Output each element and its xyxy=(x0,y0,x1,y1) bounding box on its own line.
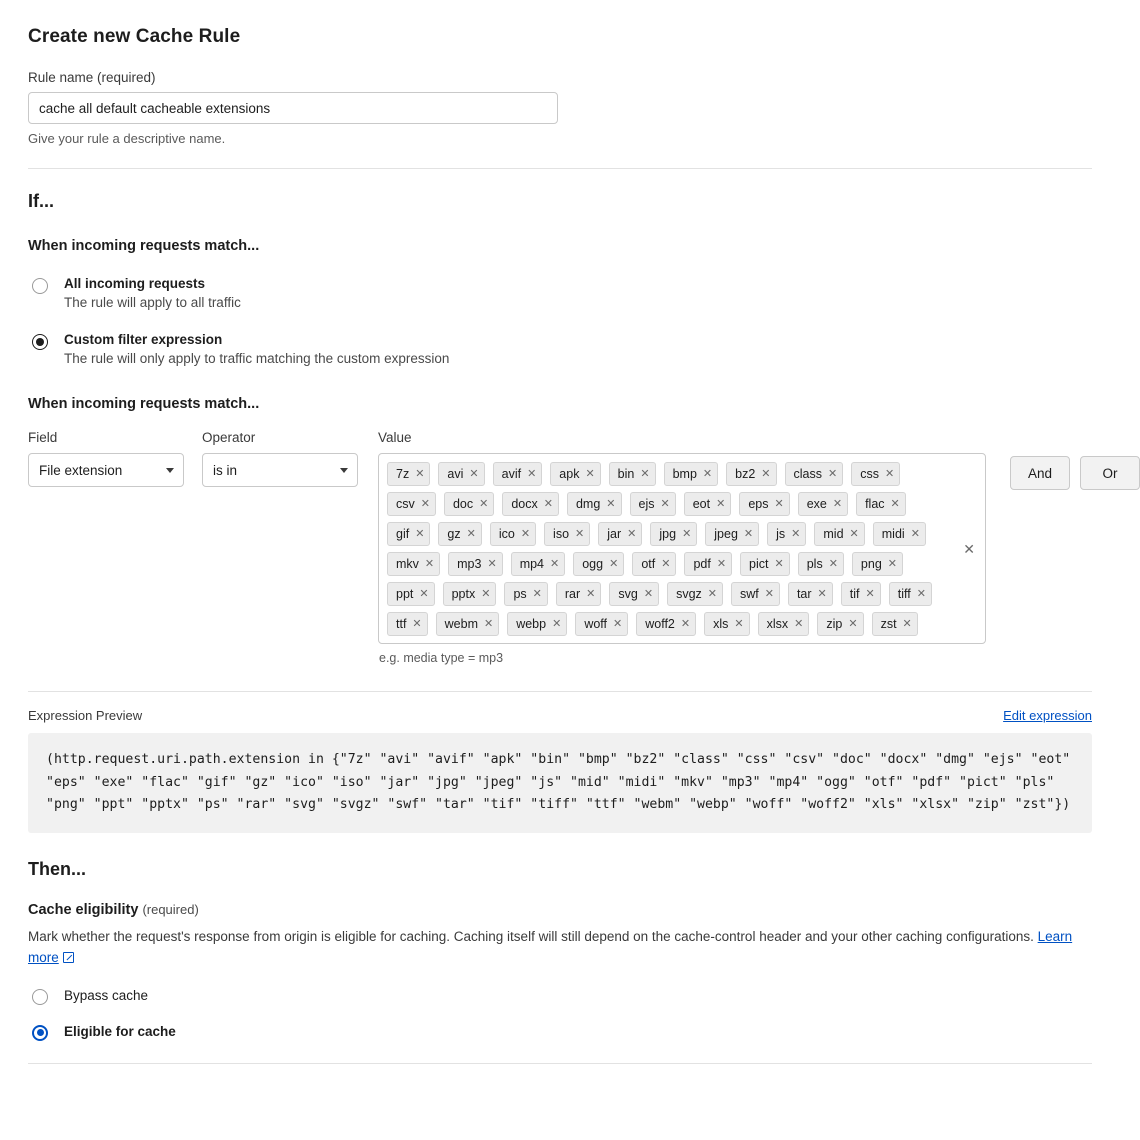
value-chip-label: webm xyxy=(444,617,478,631)
field-select[interactable] xyxy=(28,453,184,487)
value-chip[interactable] xyxy=(684,492,732,516)
value-chip[interactable] xyxy=(598,522,642,546)
value-chip-label: otf xyxy=(641,557,656,571)
value-chip[interactable] xyxy=(493,462,543,486)
radio-custom-filter-desc: The rule will only apply to traffic matching the custom expression xyxy=(64,351,450,366)
value-chip-label: zip xyxy=(826,617,843,631)
chevron-down-icon xyxy=(166,468,174,473)
remove-chip-icon[interactable]: ✕ xyxy=(466,527,476,540)
value-chip-label: eot xyxy=(692,497,711,511)
if-heading: If... xyxy=(28,191,54,211)
remove-chip-icon[interactable]: ✕ xyxy=(680,617,691,630)
value-chip-label: avi xyxy=(447,467,464,481)
remove-chip-icon[interactable]: ✕ xyxy=(774,557,784,570)
value-chip[interactable] xyxy=(490,522,536,546)
radio-all-requests-desc: The rule will apply to all traffic xyxy=(64,295,241,310)
cache-eligibility-description-text: Mark whether the request's response from origin is eligible for caching. Caching itself will still depend on the cache-control header and your other caching configurations. xyxy=(28,929,1038,945)
value-chip-label: bin xyxy=(617,467,635,481)
remove-chip-icon[interactable]: ✕ xyxy=(552,617,562,630)
chip-list xyxy=(387,462,977,636)
remove-chip-icon[interactable]: ✕ xyxy=(682,527,692,540)
rule-name-input[interactable] xyxy=(28,92,558,124)
remove-chip-icon[interactable]: ✕ xyxy=(848,617,858,630)
value-chip[interactable] xyxy=(609,462,656,486)
remove-chip-icon[interactable]: ✕ xyxy=(586,587,596,600)
value-chip-label: eps xyxy=(748,497,769,511)
value-chip[interactable] xyxy=(556,582,602,606)
value-chip-label: jpg xyxy=(659,527,677,541)
remove-chip-icon[interactable]: ✕ xyxy=(887,557,897,570)
value-chip-label: mp4 xyxy=(519,557,545,571)
value-chip-label: csv xyxy=(396,497,415,511)
remove-chip-icon[interactable]: ✕ xyxy=(609,557,619,570)
remove-chip-icon[interactable]: ✕ xyxy=(415,527,425,540)
value-chip-label: flac xyxy=(865,497,885,511)
value-chip[interactable] xyxy=(852,552,903,576)
value-hint: e.g. media type = mp3 xyxy=(379,651,504,665)
remove-chip-icon[interactable]: ✕ xyxy=(817,587,827,600)
operator-select-value: is in xyxy=(213,462,238,478)
value-chip-label: tiff xyxy=(897,587,911,601)
radio-bypass-cache[interactable] xyxy=(28,987,1092,1005)
value-chip-label: pptx xyxy=(451,587,476,601)
radio-eligible-for-cache-label: Eligible for cache xyxy=(64,1024,176,1040)
remove-chip-icon[interactable]: ✕ xyxy=(716,557,727,570)
value-chip-label: css xyxy=(860,467,879,481)
value-chip[interactable] xyxy=(511,552,566,576)
value-chip-label: ps xyxy=(513,587,527,601)
value-chip-label: xlsx xyxy=(766,617,789,631)
radio-custom-filter-expression[interactable] xyxy=(28,332,1092,366)
value-chip-label: ico xyxy=(498,527,515,541)
value-chip-label: jar xyxy=(607,527,622,541)
value-chip-label: swf xyxy=(739,587,759,601)
value-chip-label: bz2 xyxy=(735,467,756,481)
value-chip-label: class xyxy=(793,467,822,481)
external-link-icon xyxy=(63,952,74,963)
value-chip[interactable] xyxy=(726,462,776,486)
value-chip[interactable] xyxy=(740,552,790,576)
remove-chip-icon[interactable]: ✕ xyxy=(575,527,585,540)
remove-chip-icon[interactable]: ✕ xyxy=(585,467,595,480)
value-chip-label: webp xyxy=(516,617,547,631)
value-chip[interactable] xyxy=(502,492,559,516)
remove-chip-icon[interactable]: ✕ xyxy=(527,467,537,480)
remove-chip-icon[interactable]: ✕ xyxy=(734,617,744,630)
remove-chip-icon[interactable]: ✕ xyxy=(827,467,838,480)
then-heading: Then... xyxy=(28,859,86,880)
value-chip-label: zst xyxy=(880,617,897,631)
value-chip-label: exe xyxy=(806,497,827,511)
value-chip[interactable] xyxy=(444,492,494,516)
remove-chip-icon[interactable]: ✕ xyxy=(550,557,560,570)
rule-name-help: Give your rule a descriptive name. xyxy=(28,131,226,146)
value-chip[interactable] xyxy=(798,492,848,516)
value-chip[interactable] xyxy=(731,582,780,606)
divider xyxy=(28,168,1092,169)
divider-3 xyxy=(28,1063,1092,1064)
edit-expression-link[interactable]: Edit expression xyxy=(1003,708,1092,723)
remove-chip-icon[interactable]: ✕ xyxy=(702,467,713,480)
cache-eligibility-description xyxy=(28,927,1092,969)
remove-chip-icon[interactable]: ✕ xyxy=(479,497,489,510)
value-chip[interactable] xyxy=(544,522,590,546)
value-chip[interactable] xyxy=(387,612,428,636)
value-chip-label: doc xyxy=(452,497,474,511)
value-chip-label: tif xyxy=(849,587,860,601)
expression-preview-text: (http.request.uri.path.extension in {"7z" "avi" "avif" "apk" "bin" "bmp" "bz2" "class" "css" "csv" "doc" "docx" "dmg" "ejs" "eot" "eps" "exe" "flac" "gif" "gz" "ico" "iso" "jar" "jpg" "jpeg" "js" "mid" "midi" "mkv" "mp3" "mp4" "ogg" "otf" "pdf" "pict" "pls" "png" "ppt" "pptx" "ps" "rar" "svg" "svgz" "swf" "tar" "tif" "tiff" "ttf" "webm" "webp" "woff" "woff2" "xls" "xlsx" "zip" "zst"}) xyxy=(28,733,1092,833)
value-chip-label: avif xyxy=(501,467,522,481)
value-chip[interactable] xyxy=(739,492,789,516)
value-chip-label: jpeg xyxy=(714,527,738,541)
expression-preview-label: Expression Preview xyxy=(28,708,143,723)
radio-all-requests-label: All incoming requests xyxy=(64,276,206,291)
and-button[interactable]: And xyxy=(1010,456,1070,490)
remove-chip-icon[interactable]: ✕ xyxy=(884,467,895,480)
value-chip[interactable] xyxy=(814,522,864,546)
value-chip-label: svg xyxy=(618,587,638,601)
field-column xyxy=(28,430,184,487)
value-chip-label: 7z xyxy=(396,467,410,481)
remove-chip-icon[interactable]: ✕ xyxy=(643,587,654,600)
value-chip-label: pdf xyxy=(693,557,711,571)
remove-chip-icon[interactable]: ✕ xyxy=(640,467,650,480)
value-chip[interactable] xyxy=(630,492,676,516)
value-chip-label: bmp xyxy=(672,467,697,481)
value-chip-label: gif xyxy=(396,527,410,541)
remove-chip-icon[interactable]: ✕ xyxy=(660,497,670,510)
value-chip-label: svgz xyxy=(676,587,702,601)
page-title: Create new Cache Rule xyxy=(28,26,241,47)
chevron-down-icon xyxy=(340,468,348,473)
remove-chip-icon[interactable]: ✕ xyxy=(419,587,429,600)
value-chip-label: png xyxy=(860,557,882,571)
value-chip[interactable] xyxy=(550,462,600,486)
value-chip[interactable] xyxy=(758,612,810,636)
field-label: Field xyxy=(28,430,58,445)
remove-chip-icon[interactable]: ✕ xyxy=(791,527,801,540)
radio-custom-filter-label: Custom filter expression xyxy=(64,332,223,347)
value-chip[interactable] xyxy=(684,552,732,576)
value-chip-label: dmg xyxy=(575,497,601,511)
operator-select[interactable] xyxy=(202,453,358,487)
clear-all-icon[interactable]: ✕ xyxy=(963,540,975,557)
rule-name-group xyxy=(28,70,1092,146)
remove-chip-icon[interactable]: ✕ xyxy=(543,497,553,510)
value-chip[interactable] xyxy=(387,582,435,606)
value-chip[interactable] xyxy=(856,492,906,516)
condition-heading: When incoming requests match... xyxy=(28,396,260,412)
radio-icon-eligible-for-cache[interactable] xyxy=(32,1025,48,1041)
value-chip[interactable] xyxy=(438,522,481,546)
remove-chip-icon[interactable]: ✕ xyxy=(415,467,425,480)
value-label: Value xyxy=(378,430,412,445)
value-chip[interactable] xyxy=(504,582,547,606)
value-chip[interactable] xyxy=(889,582,932,606)
remove-chip-icon[interactable]: ✕ xyxy=(849,527,859,540)
remove-chip-icon[interactable]: ✕ xyxy=(865,587,875,600)
radio-icon-bypass-cache[interactable] xyxy=(32,989,48,1005)
remove-chip-icon[interactable]: ✕ xyxy=(532,587,542,600)
value-chip[interactable] xyxy=(443,582,497,606)
value-chip-label: gz xyxy=(447,527,461,541)
value-chip-label: pls xyxy=(806,557,823,571)
value-chip-label: mid xyxy=(823,527,844,541)
value-chip[interactable] xyxy=(704,612,750,636)
value-chip[interactable] xyxy=(851,462,900,486)
value-chip-label: pict xyxy=(749,557,769,571)
value-chip[interactable] xyxy=(705,522,759,546)
value-chip[interactable] xyxy=(567,492,622,516)
value-chip[interactable] xyxy=(788,582,833,606)
cache-eligibility-required: (required) xyxy=(142,902,199,918)
remove-chip-icon[interactable]: ✕ xyxy=(627,527,637,540)
remove-chip-icon[interactable]: ✕ xyxy=(828,557,838,570)
value-chip[interactable] xyxy=(817,612,863,636)
value-chip[interactable] xyxy=(575,612,628,636)
value-chip[interactable] xyxy=(387,462,430,486)
remove-chip-icon[interactable]: ✕ xyxy=(761,467,771,480)
operator-column xyxy=(202,430,358,487)
value-chip-label: js xyxy=(776,527,786,541)
value-chip-label: mp3 xyxy=(457,557,482,571)
remove-chip-icon[interactable]: ✕ xyxy=(487,557,497,570)
value-chip[interactable] xyxy=(785,462,844,486)
remove-chip-icon[interactable]: ✕ xyxy=(424,557,435,570)
remove-chip-icon[interactable]: ✕ xyxy=(916,587,926,600)
value-chip-label: apk xyxy=(559,467,580,481)
value-chip[interactable] xyxy=(387,552,440,576)
value-chip-label: woff2 xyxy=(645,617,675,631)
remove-chip-icon[interactable]: ✕ xyxy=(794,617,804,630)
value-chip[interactable] xyxy=(873,522,926,546)
value-chip[interactable] xyxy=(872,612,918,636)
value-chip[interactable] xyxy=(438,462,484,486)
remove-chip-icon[interactable]: ✕ xyxy=(832,497,843,510)
value-chip[interactable] xyxy=(798,552,844,576)
value-chip[interactable] xyxy=(387,492,436,516)
radio-icon-all-requests[interactable] xyxy=(32,278,48,294)
value-column xyxy=(378,430,986,665)
learn-more-link[interactable]: Learn more xyxy=(28,929,1073,966)
value-chip[interactable] xyxy=(841,582,881,606)
value-chip-label: ppt xyxy=(396,587,414,601)
radio-all-incoming-requests[interactable] xyxy=(28,276,1092,310)
remove-chip-icon[interactable]: ✕ xyxy=(774,497,784,510)
remove-chip-icon[interactable]: ✕ xyxy=(902,617,912,630)
value-chip[interactable] xyxy=(767,522,806,546)
remove-chip-icon[interactable]: ✕ xyxy=(483,617,494,630)
remove-chip-icon[interactable]: ✕ xyxy=(910,527,920,540)
value-chip-label: iso xyxy=(553,527,570,541)
remove-chip-icon[interactable]: ✕ xyxy=(613,617,623,630)
divider-2 xyxy=(28,691,1092,692)
value-chip-label: mkv xyxy=(396,557,419,571)
value-chip[interactable] xyxy=(448,552,503,576)
remove-chip-icon[interactable]: ✕ xyxy=(764,587,774,600)
radio-icon-custom-filter[interactable] xyxy=(32,334,48,350)
value-chip-label: ogg xyxy=(582,557,604,571)
value-chip[interactable] xyxy=(636,612,696,636)
value-chip[interactable] xyxy=(387,522,430,546)
operator-label: Operator xyxy=(202,430,256,445)
if-subheading: When incoming requests match... xyxy=(28,238,260,254)
condition-row xyxy=(28,430,1118,665)
value-chip-label: ejs xyxy=(638,497,655,511)
remove-chip-icon[interactable]: ✕ xyxy=(481,587,491,600)
value-chip-label: woff xyxy=(584,617,608,631)
value-chip-label: rar xyxy=(564,587,581,601)
radio-bypass-cache-label: Bypass cache xyxy=(64,988,149,1004)
value-chip-label: tar xyxy=(796,587,812,601)
cache-eligibility-heading xyxy=(28,902,1092,918)
logic-buttons xyxy=(1010,430,1140,490)
cache-eligibility-title: Cache eligibility xyxy=(28,902,139,919)
field-select-value: File extension xyxy=(39,462,123,478)
rule-name-label: Rule name (required) xyxy=(28,70,156,85)
remove-chip-icon[interactable]: ✕ xyxy=(420,497,430,510)
remove-chip-icon[interactable]: ✕ xyxy=(743,527,754,540)
value-chip-label: docx xyxy=(511,497,538,511)
value-multiselect[interactable] xyxy=(378,453,986,644)
value-chip[interactable] xyxy=(664,462,719,486)
expression-preview-header xyxy=(28,708,1092,723)
remove-chip-icon[interactable]: ✕ xyxy=(412,617,422,630)
value-chip-label: xls xyxy=(713,617,729,631)
value-chip[interactable] xyxy=(507,612,567,636)
remove-chip-icon[interactable]: ✕ xyxy=(520,527,531,540)
value-chip[interactable] xyxy=(650,522,697,546)
remove-chip-icon[interactable]: ✕ xyxy=(716,497,726,510)
radio-eligible-for-cache[interactable] xyxy=(28,1023,1092,1041)
value-chip[interactable] xyxy=(632,552,676,576)
value-chip[interactable] xyxy=(436,612,500,636)
or-button[interactable]: Or xyxy=(1080,456,1140,490)
remove-chip-icon[interactable]: ✕ xyxy=(469,467,479,480)
remove-chip-icon[interactable]: ✕ xyxy=(890,497,900,510)
remove-chip-icon[interactable]: ✕ xyxy=(661,557,671,570)
value-chip[interactable] xyxy=(573,552,624,576)
remove-chip-icon[interactable]: ✕ xyxy=(707,587,717,600)
value-chip-label: ttf xyxy=(396,617,407,631)
value-chip-label: midi xyxy=(881,527,905,541)
remove-chip-icon[interactable]: ✕ xyxy=(606,497,616,510)
value-chip[interactable] xyxy=(667,582,723,606)
value-chip[interactable] xyxy=(609,582,659,606)
